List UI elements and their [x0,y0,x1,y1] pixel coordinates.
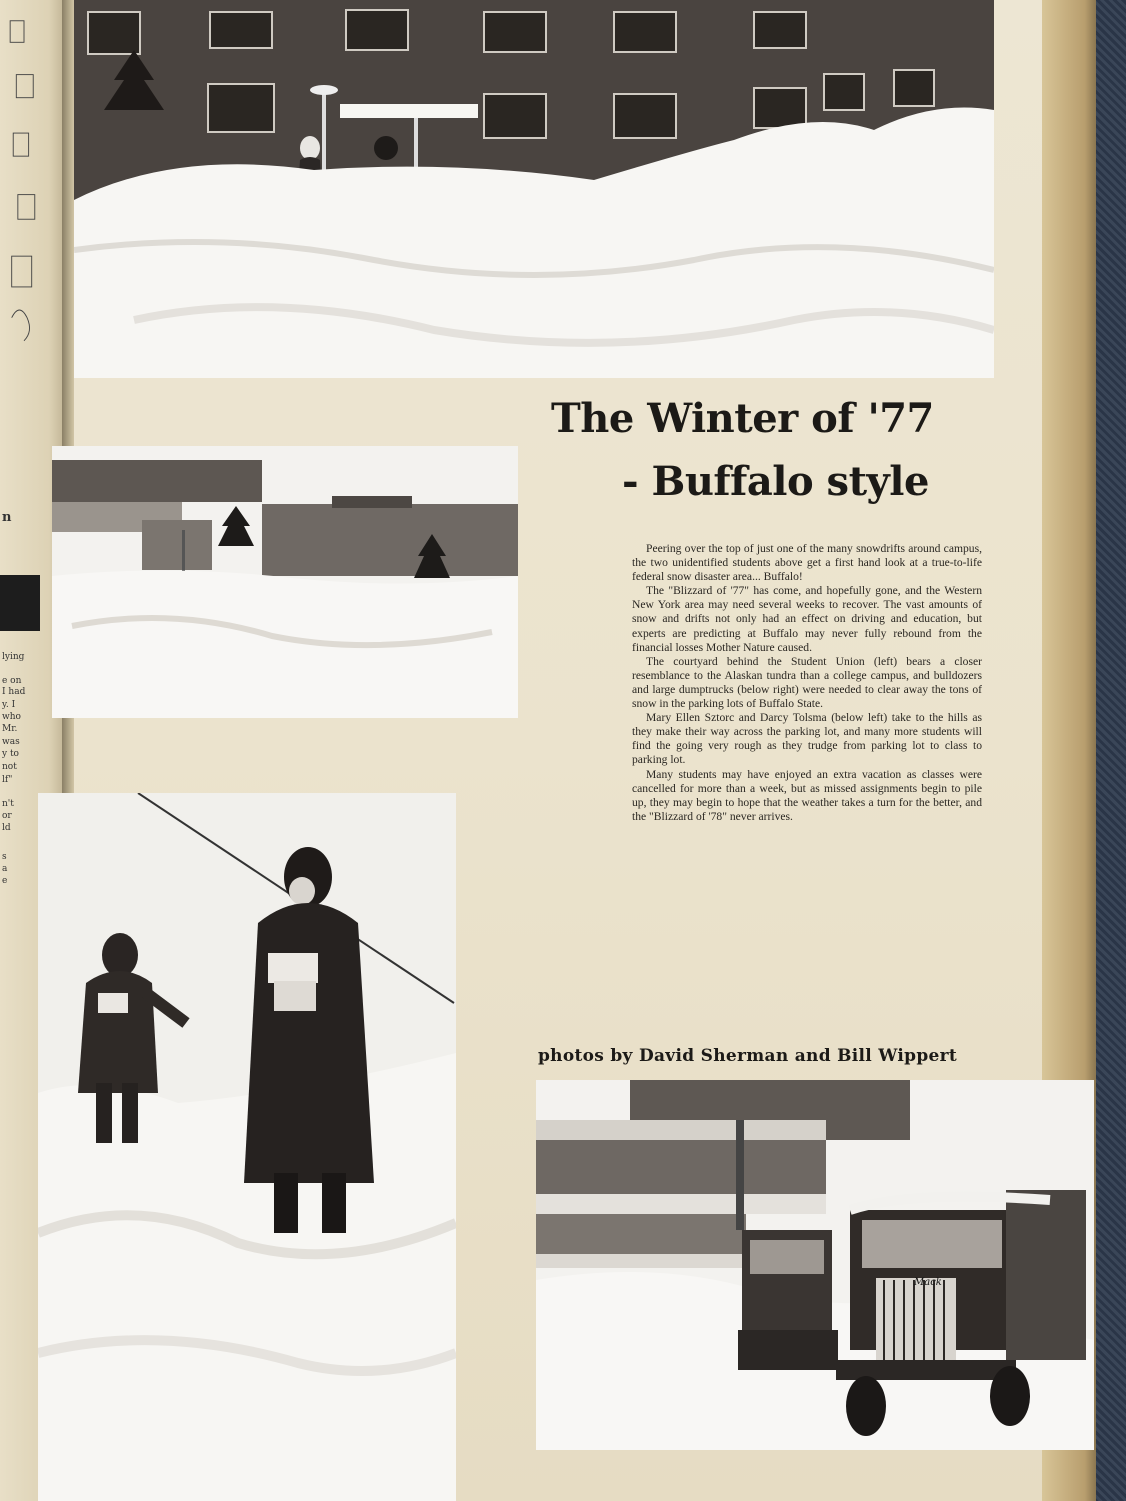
left-page-text: Mr. [2,724,18,734]
photo-credit: photos by David Sherman and Bill Wippert [538,1046,958,1066]
article-body [632,542,982,824]
photo-dumptrucks [536,1080,1094,1450]
photo-student-union-courtyard [52,446,518,718]
left-page-text: y. I [2,700,16,710]
left-page-text: who [2,712,21,722]
left-page-text: a [2,864,8,874]
left-page-text: or [2,811,12,821]
paragraph: Mary Ellen Sztorc and Darcy Tolsma (below left) take to the hills as they make their way across the parking lot, and many more students will find the going very rough as they trudge from parking lot to class to parking lot. [632,711,982,767]
paragraph: Many students may have enjoyed an extra vacation as classes were cancelled for more than a week, but as missed assignments begin to pile up, they may begin to hope that the weather takes a turn for the better, and the "Blizzard of '78" never arrives. [632,767,982,823]
left-page-text: s [2,852,7,862]
paragraph: Peering over the top of just one of the many snowdrifts around campus, the two unidentified students above get a first hand look at a true-to-life federal snow disaster area... Buffalo! [632,542,982,584]
left-page-text: lf" [2,775,13,785]
paragraph: The courtyard behind the Student Union (left) bears a closer resemblance to the Alaskan tundra than a college campus, and bulldozers and large dumptrucks (below right) were needed to clear away the tons of snow in the parking lots of Buffalo State. [632,654,982,711]
left-page-text: ld [2,823,11,833]
left-page-text: I had [2,687,26,697]
paragraph: The "Blizzard of '77" has come, and hopefully gone, and the Western New York area may need several weeks to recover. The vast amounts of snow and drifts not only had an effect on driving and education, but experts are predicting at Buffalo may never fully rebound from the financial losses Mother Nature caused. [632,584,982,654]
headline-line-2: - Buffalo style [622,458,929,505]
left-page-text: y to [2,749,19,759]
left-page-text: was [2,737,20,747]
left-page-text: not [2,762,17,772]
headline-line-1: The Winter of '77 [551,395,934,442]
photo-snowdrift-dorm [74,0,994,378]
left-page-black-box [0,575,40,631]
left-page-text: e on [2,676,22,686]
left-page-text: n't [2,799,14,809]
photo-students-walking [38,793,456,1501]
left-page-text: n [2,510,12,525]
left-page-text: lying [2,652,25,662]
newspaper-page [74,0,1042,1501]
truck-label: Mack [914,1277,942,1288]
left-page-text: e [2,876,8,886]
comic-strip-fragment [4,10,44,410]
